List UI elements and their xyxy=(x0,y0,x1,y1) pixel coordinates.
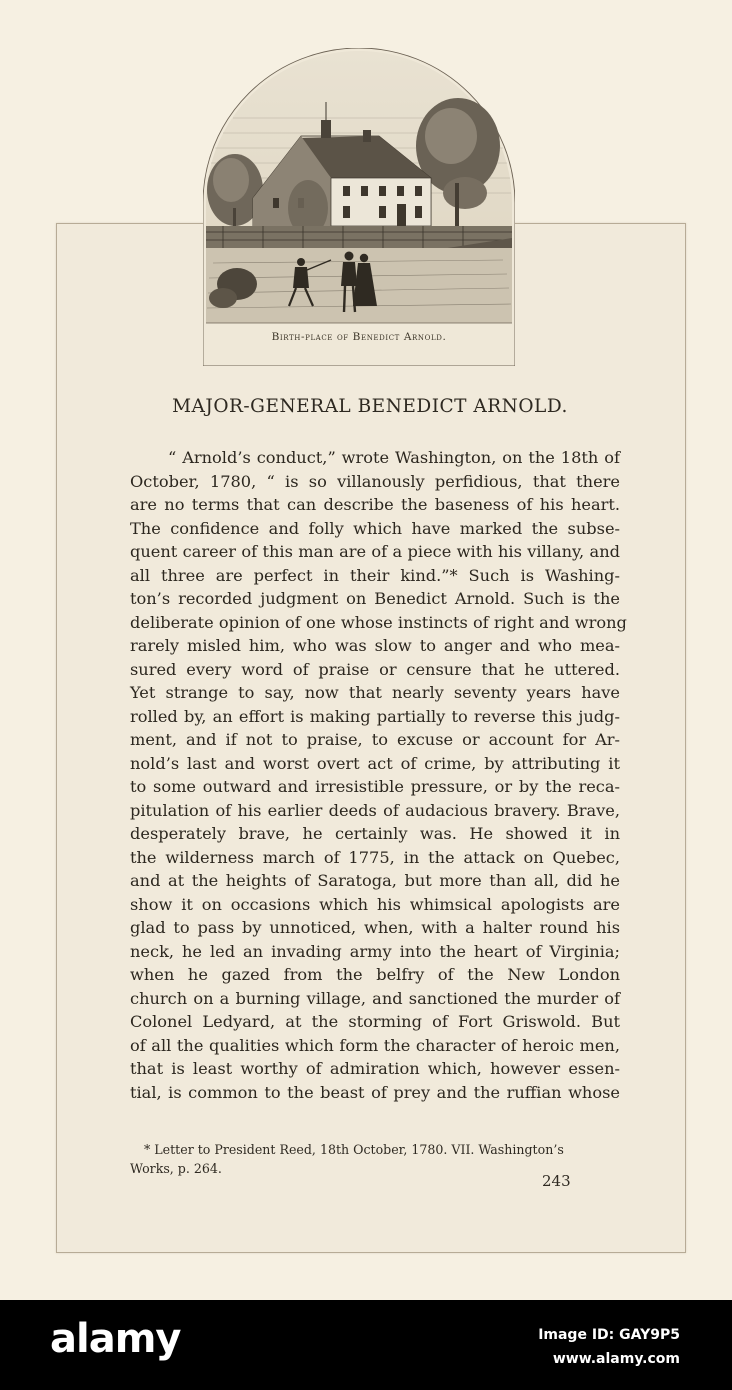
body-line: the wilderness march of 1775, in the attack on Quebec, xyxy=(130,847,620,867)
body-line: glad to pass by unnoticed, when, with a halter round his xyxy=(130,918,620,937)
body-line: neck, he led an invading army into the heart of Virginia; xyxy=(130,941,620,961)
engraving-caption: Birth-place of Benedict Arnold. xyxy=(271,331,447,343)
body-line: that is least worthy of admiration which, however essen- xyxy=(130,1059,620,1078)
body-line: church on a burning village, and sanctioned the murder of xyxy=(130,988,620,1008)
body-line: when he gazed from the belfry of the New London xyxy=(130,965,620,984)
image-id: Image ID: GAY9P5 xyxy=(538,1327,680,1343)
body-text xyxy=(130,446,627,1104)
body-line: ton’s recorded judgment on Benedict Arnold. Such is the xyxy=(130,589,620,608)
body-line: “ Arnold’s conduct,” wrote Washington, on the 18th of xyxy=(168,448,620,467)
body-line: October, 1780, “ is so villanously perfidious, that there xyxy=(130,471,620,491)
body-line: pitulation of his earlier deeds of audacious bravery. Brave, xyxy=(130,800,620,820)
body-line: of all the qualities which form the character of heroic men, xyxy=(130,1035,620,1055)
watermark-url: www.alamy.com xyxy=(552,1351,680,1367)
body-line: tial, is common to the beast of prey and the ruffian whose xyxy=(130,1082,620,1102)
page-number: 243 xyxy=(542,1172,571,1190)
body-line: Yet strange to say, now that nearly seventy years have xyxy=(130,683,620,702)
body-line: rarely misled him, who was slow to anger and who mea- xyxy=(130,636,620,655)
body-line: deliberate opinion of one whose instincts of right and wrong xyxy=(130,612,627,632)
body-line: The confidence and folly which have marked the subse- xyxy=(130,518,620,538)
body-line: are no terms that can describe the baseness of his heart. xyxy=(130,495,620,514)
body-line: rolled by, an effort is making partially to reverse this judg- xyxy=(130,706,620,726)
image-id-block xyxy=(538,1323,680,1371)
body-line: Colonel Ledyard, at the storming of Fort Griswold. But xyxy=(130,1012,620,1031)
alamy-logo: alamy xyxy=(50,1316,181,1362)
body-line: show it on occasions which his whimsical apologists are xyxy=(130,894,620,914)
footnote-line: Works, p. 264. xyxy=(130,1161,222,1176)
body-line: and at the heights of Saratoga, but more than all, did he xyxy=(130,871,620,890)
body-line: ment, and if not to praise, to excuse or account for Ar- xyxy=(130,730,620,749)
body-line: nold’s last and worst overt act of crime, by attributing it xyxy=(130,753,620,773)
body-line: desperately brave, he certainly was. He showed it in xyxy=(130,824,620,843)
chapter-title: MAJOR-GENERAL BENEDICT ARNOLD. xyxy=(172,396,568,417)
footnote-line: * Letter to President Reed, 18th October, 1780. VII. Washington’s xyxy=(144,1142,564,1157)
body-line: all three are perfect in their kind.”* Such is Washing- xyxy=(130,565,620,585)
body-line: quent career of this man are of a piece with his villany, and xyxy=(130,542,620,561)
body-line: to some outward and irresistible pressure, or by the reca- xyxy=(130,777,620,796)
body-line: sured every word of praise or censure that he uttered. xyxy=(130,659,620,679)
house-engraving xyxy=(203,48,515,366)
